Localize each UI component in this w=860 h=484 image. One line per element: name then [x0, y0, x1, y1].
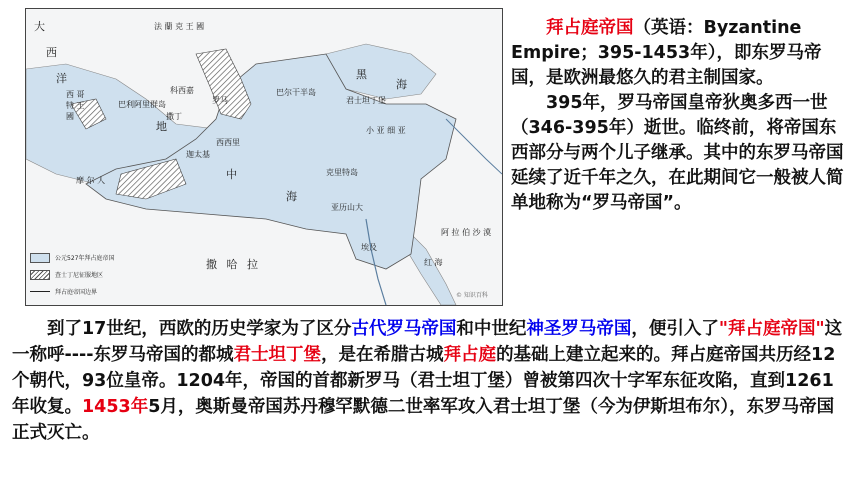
map-label-hei: 黑 — [356, 68, 370, 81]
map-label-egypt: 埃及 — [361, 243, 377, 252]
map-label-sahara: 撒 哈 拉 — [206, 258, 261, 271]
map-credit: © 知识百科 — [456, 292, 488, 299]
euphrates-river — [446, 119, 502, 174]
map-label-zhong: 中 — [226, 168, 240, 181]
legend-swatch-empire — [30, 253, 50, 263]
map-label-crete: 克里特岛 — [326, 168, 358, 177]
main-paragraph — [12, 316, 850, 446]
text-segment: 的基础上建立起来的。拜占庭帝国共历经12个朝代，93位皇帝。1204年，帝国的首都新罗马（君士坦丁堡）曾被第四次十字军东征攻陷，直到1261年收复。 — [12, 345, 836, 417]
term-byzantine-empire: 拜占庭帝国 — [546, 18, 634, 38]
legend-label: 公元527年拜占庭帝国 — [55, 255, 115, 262]
map-label-hai2: 海 — [396, 78, 410, 91]
legend-item — [30, 266, 130, 283]
map-label-moors: 摩 尔 人 — [76, 176, 106, 185]
legend-swatch-border — [30, 291, 50, 292]
map-label-red-sea: 红 海 — [424, 258, 443, 267]
byzantine-map — [25, 8, 503, 306]
map-label-hai: 海 — [286, 190, 300, 203]
term-constantinople: 君士坦丁堡 — [233, 345, 322, 365]
italy-conquest — [196, 49, 251, 119]
term-byzantium: 拜占庭 — [443, 345, 497, 365]
map-label-alexandria: 亚历山大 — [331, 203, 363, 212]
legend-label: 查士丁尼征服地区 — [55, 272, 104, 279]
text-segment: ，是在希腊古城 — [321, 345, 444, 365]
red-sea — [406, 234, 456, 305]
intro-paragraph-1 — [511, 16, 849, 91]
map-label-arabian: 阿 拉 伯 沙 漠 — [441, 228, 492, 237]
map-label-carthage: 迦太基 — [186, 150, 210, 159]
map-label-anatolia: 小 亚 细 亚 — [366, 126, 406, 135]
intro-history: 395年，罗马帝国皇帝狄奥多西一世（346-395年）逝世。临终前，将帝国东西部分与两个儿子继承。其中的东罗马帝国延续了近千年之久，在此期间它一般被人简单地称为“罗马帝国”。 — [511, 93, 844, 213]
map-label-constantinople: 君士坦丁堡 — [346, 96, 386, 105]
map-label-corsica: 科西嘉 — [170, 86, 194, 95]
text-segment: ，便引入了 — [631, 319, 719, 339]
main-paragraph-text — [12, 316, 850, 446]
text-segment: 到了17世纪，西欧的历史学家为了区分 — [47, 319, 352, 339]
map-label-visigoth: 西 哥 特 王 國 — [66, 90, 85, 121]
intro-text — [511, 16, 849, 216]
map-label-rome: 罗马 — [212, 96, 228, 105]
map-label-balearic: 巴利阿里群岛 — [118, 100, 166, 109]
map-legend — [30, 249, 130, 300]
text-segment: 这一称呼----东罗马帝国的都城 — [12, 319, 843, 365]
map-label-sicily: 西西里 — [216, 138, 240, 147]
text-segment: 和中世纪 — [456, 319, 527, 339]
legend-item — [30, 249, 130, 266]
map-label-da: 大 — [34, 20, 48, 33]
term-1453: 1453年 — [82, 397, 149, 417]
map-label-xi: 西 — [46, 46, 60, 59]
legend-label: 拜占庭帝国边界 — [55, 289, 98, 296]
link-ancient-rome[interactable]: 古代罗马帝国 — [351, 319, 457, 339]
text-segment: 5月，奥斯曼帝国苏丹穆罕默德二世率军攻入君士坦丁堡（今为伊斯坦布尔），东罗马帝国正式灭亡。 — [12, 397, 835, 443]
map-label-yang: 洋 — [56, 72, 70, 85]
legend-item — [30, 283, 130, 300]
term-byzantine-empire-quoted: "拜占庭帝国" — [718, 319, 825, 339]
map-label-di: 地 — [156, 120, 170, 133]
intro-paragraph-2 — [511, 91, 849, 216]
map-label-frankish: 法 蘭 克 王 國 — [154, 22, 205, 31]
map-label-balkans: 巴尔干半岛 — [276, 88, 316, 97]
map-label-sardinia: 撒丁 — [166, 112, 182, 121]
intro-definition: （英语：Byzantine Empire；395-1453年），即东罗马帝国，是欧洲最悠久的君主制国家。 — [511, 18, 822, 88]
legend-swatch-conquest — [30, 270, 50, 280]
link-holy-roman-empire[interactable]: 神圣罗马帝国 — [526, 319, 632, 339]
